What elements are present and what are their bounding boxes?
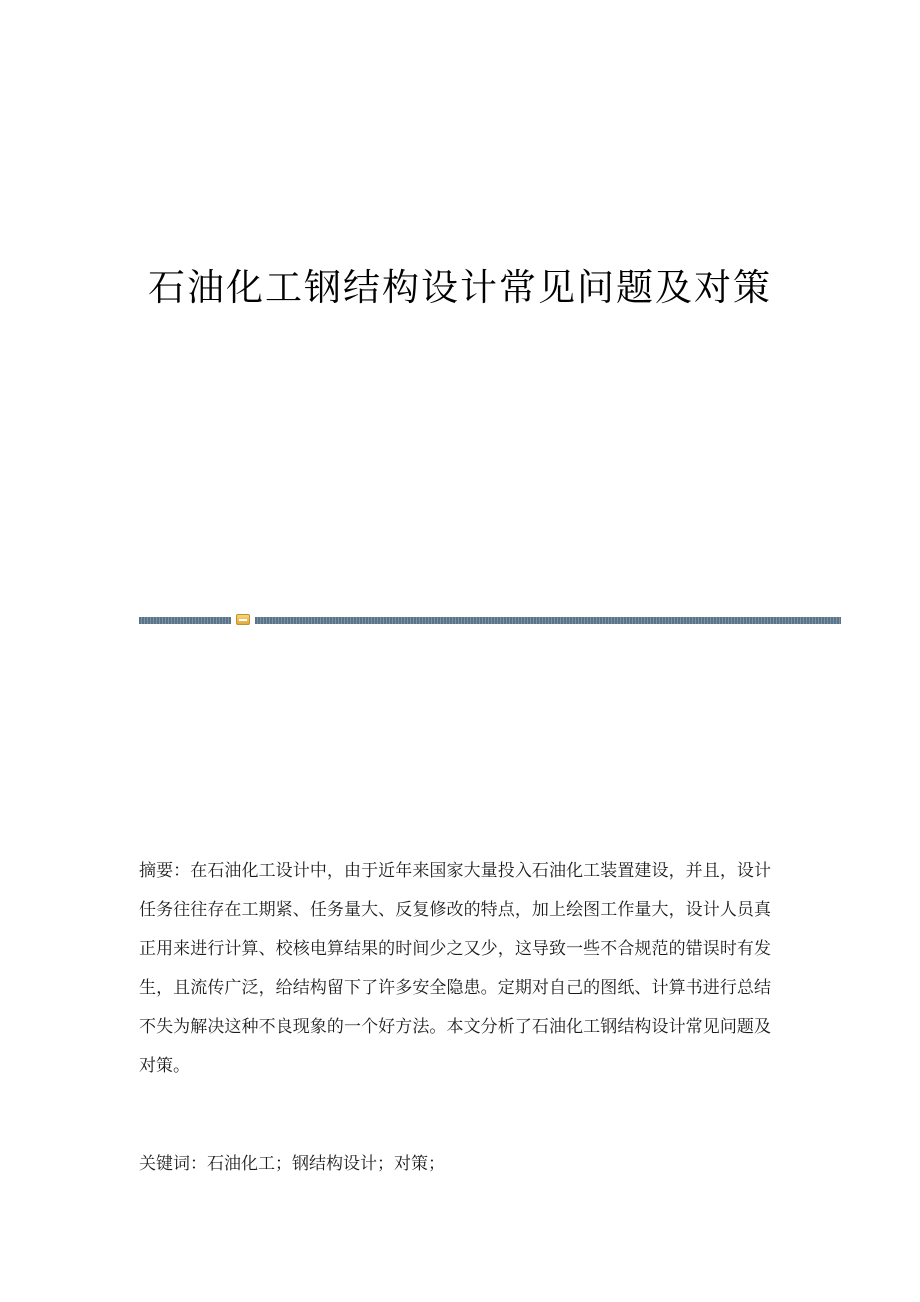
keywords-line bbox=[139, 1149, 779, 1179]
abstract-label: 摘要： bbox=[139, 861, 191, 881]
book-emblem-icon bbox=[236, 614, 250, 625]
keywords-label: 关键词： bbox=[139, 1154, 207, 1174]
keywords-text: 石油化工；钢结构设计；对策； bbox=[207, 1154, 445, 1174]
divider-bar-right bbox=[255, 617, 841, 624]
document-title: 石油化工钢结构设计常见问题及对策 bbox=[148, 266, 772, 309]
section-divider bbox=[139, 613, 841, 627]
divider-bar-left bbox=[139, 617, 231, 624]
abstract-text: 在石油化工设计中，由于近年来国家大量投入石油化工装置建设，并且，设计任务往往存在工期紧、任务量大、反复修改的特点，加上绘图工作量大，设计人员真正用来进行计算、校核电算结果的时间少之又少，这导致一些不合规范的错误时有发生，且流传广泛，给结构留下了许多安全隐患。定期对自己的图纸、计算书进行总结不失为解决这种不良现象的一个好方法。本文分析了石油化工钢结构设计常见问题及对策。 bbox=[139, 861, 771, 1076]
abstract-paragraph bbox=[139, 852, 771, 1086]
